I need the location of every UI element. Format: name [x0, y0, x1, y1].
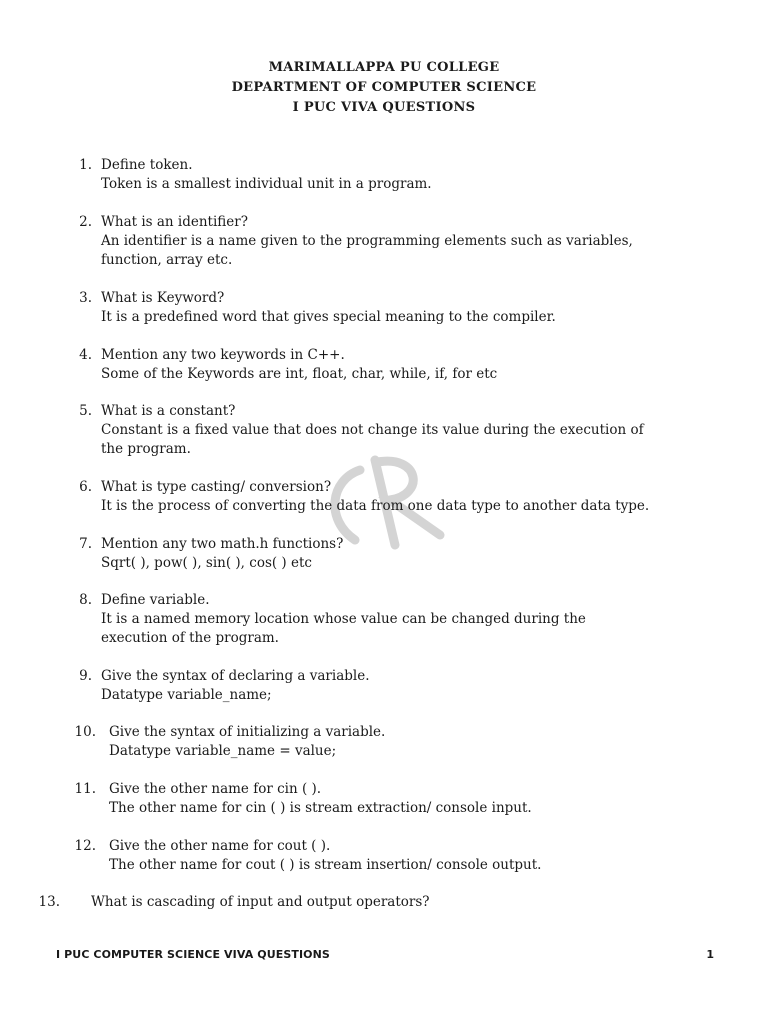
question-body	[91, 893, 430, 912]
question-body	[101, 346, 497, 384]
answer-text: Constant is a fixed value that does not change its value during the execution of	[101, 422, 644, 438]
question-number: 6.	[79, 479, 92, 495]
question-text: Give the other name for cout ( ).	[109, 838, 331, 854]
question-body	[101, 402, 644, 459]
answer-text: Datatype variable_name = value;	[109, 743, 337, 759]
question-body	[101, 213, 633, 270]
question-body	[101, 156, 432, 194]
question-body	[101, 535, 343, 573]
answer-text: execution of the program.	[101, 630, 279, 646]
question-number: 9.	[79, 668, 92, 684]
question-number: 13.	[38, 894, 60, 910]
footer-title: I PUC COMPUTER SCIENCE VIVA QUESTIONS	[56, 948, 330, 961]
question-text: Give the syntax of declaring a variable.	[101, 668, 370, 684]
answer-text: The other name for cout ( ) is stream insertion/ console output.	[109, 857, 542, 873]
answer-text: The other name for cin ( ) is stream extraction/ console input.	[109, 800, 532, 816]
question-number: 7.	[79, 536, 92, 552]
question-number: 3.	[79, 290, 92, 306]
question-body	[109, 837, 541, 875]
answer-text: the program.	[101, 441, 191, 457]
document-title: I PUC VIVA QUESTIONS	[292, 100, 476, 115]
question-text: What is cascading of input and output operators?	[91, 894, 430, 910]
answer-text: An identifier is a name given to the programming elements such as variables,	[101, 233, 633, 249]
question-number: 8.	[79, 592, 92, 608]
question-text: Give the syntax of initializing a variable.	[109, 724, 386, 740]
question-text: Define token.	[101, 157, 193, 173]
answer-text: Token is a smallest individual unit in a program.	[101, 176, 432, 192]
question-text: Define variable.	[101, 592, 210, 608]
question-number: 4.	[79, 347, 92, 363]
question-body	[109, 780, 532, 818]
answer-text: It is a predefined word that gives special meaning to the compiler.	[101, 309, 556, 325]
question-text: Mention any two math.h functions?	[101, 536, 344, 552]
answer-text: Datatype variable_name;	[101, 687, 272, 703]
answer-text: Sqrt( ), pow( ), sin( ), cos( ) etc	[101, 555, 312, 571]
question-number: 5.	[79, 403, 92, 419]
question-number: 10.	[74, 724, 96, 740]
question-number: 11.	[74, 781, 96, 797]
question-number: 12.	[74, 838, 96, 854]
answer-text: It is the process of converting the data from one data type to another data type.	[101, 498, 650, 514]
college-name: MARIMALLAPPA PU COLLEGE	[268, 60, 500, 75]
question-body	[101, 591, 586, 648]
question-text: What is an identifier?	[101, 214, 248, 230]
question-body	[109, 723, 385, 761]
question-number: 1.	[79, 157, 92, 173]
question-body	[101, 478, 649, 516]
question-number: 2.	[79, 214, 92, 230]
page-number: 1	[706, 948, 714, 961]
question-body	[101, 289, 556, 327]
department-name: DEPARTMENT OF COMPUTER SCIENCE	[231, 80, 537, 95]
question-body	[101, 667, 369, 705]
answer-text: function, array etc.	[101, 252, 233, 268]
question-text: What is a constant?	[101, 403, 236, 419]
question-text: Mention any two keywords in C++.	[101, 347, 345, 363]
question-text: What is type casting/ conversion?	[101, 479, 332, 495]
question-text: What is Keyword?	[101, 290, 225, 306]
answer-text: Some of the Keywords are int, float, char, while, if, for etc	[101, 366, 498, 382]
question-text: Give the other name for cin ( ).	[109, 781, 322, 797]
answer-text: It is a named memory location whose value can be changed during the	[101, 611, 586, 627]
